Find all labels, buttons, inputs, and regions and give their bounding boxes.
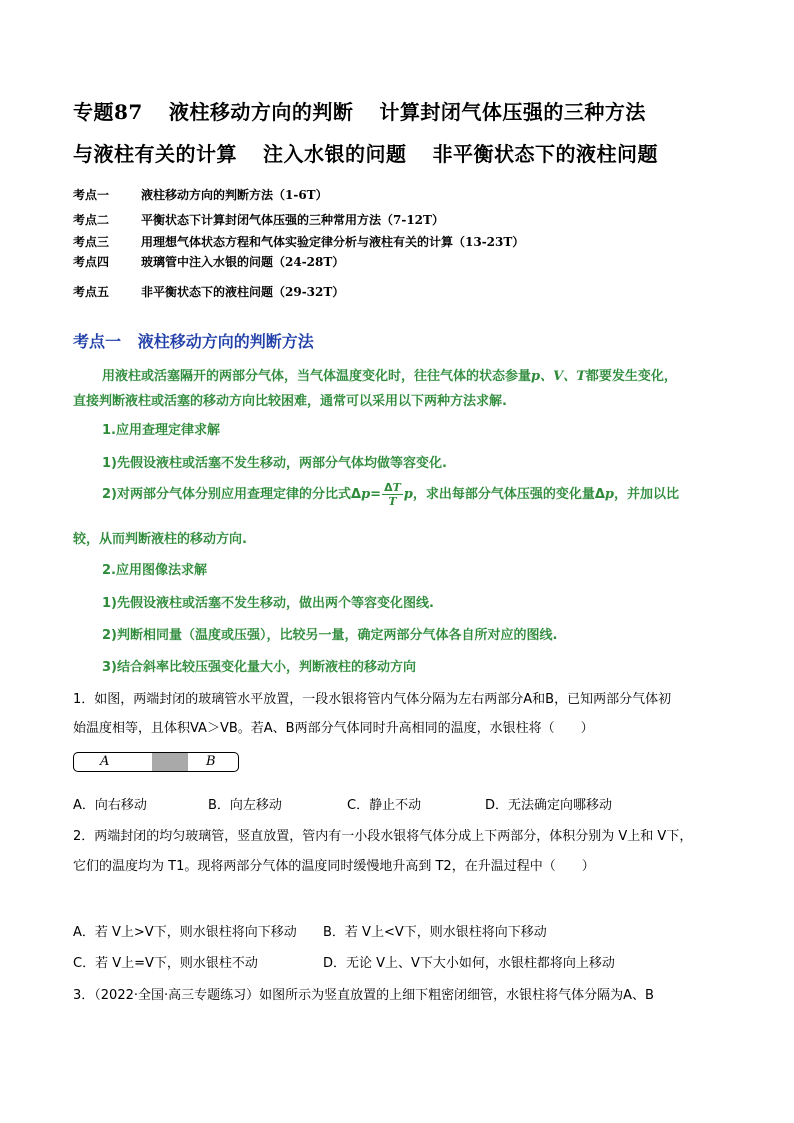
step-text: ，求出每部分气体压强的变化量Δ [412,487,605,502]
method2-step1: 1)先假设液柱或活塞不发生移动，做出两个等容变化图线. [102,596,434,611]
gas-a-label: A [100,754,110,769]
q2-option: C．若 V上=V下，则水银柱不动 [73,956,258,971]
intro-text: 都要发生变化， [585,369,677,384]
toc-item [73,283,344,300]
state-vars: p、V、T [531,369,586,384]
gas-b-label: B [206,754,216,769]
step-text: ，并加以比 [614,487,680,502]
intro-line-1 [102,365,677,384]
mercury-column [152,753,188,771]
method1-step1: 1)先假设液柱或活塞不发生移动，两部分气体均做等容变化. [102,456,447,471]
intro-line-2: 直接判断液柱或活塞的移动方向比较困难，通常可以采用以下两种方法求解. [73,394,507,409]
toc-item [73,233,524,250]
glass-tube-figure [73,752,239,772]
fraction: $\frac{\Delta T}{T}$ [384,481,401,508]
toc-text: 玻璃管中注入水银的问题（24-28T） [141,255,345,269]
toc-key: 考点五 [73,285,110,299]
method1-step2-cont: 较，从而判断液柱的移动方向. [73,532,247,547]
toc-text: 液柱移动方向的判断方法（1-6T） [141,188,328,202]
title-part: 与液柱有关的计算 [73,142,237,166]
section-key: 考点一 [73,332,122,351]
method1-heading: 1.应用查理定律求解 [102,423,220,438]
q1-option: C．静止不动 [347,798,422,813]
q2-option: A．若 V上>V下，则水银柱将向下移动 [73,925,297,940]
toc-text: 平衡状态下计算封闭气体压强的三种常用方法（7-12T） [141,213,444,227]
title-part: 注入水银的问题 [263,142,407,166]
title-part: 液柱移动方向的判断 [168,100,354,124]
toc-item [73,253,344,270]
q1-option: B．向左移动 [208,798,282,813]
q1-option: D．无法确定向哪移动 [485,798,613,813]
toc-text: 用理想气体状态方程和气体实验定律分析与液柱有关的计算（13-23T） [141,235,525,249]
q2-option: D．无论 V上、V下大小如何，水银柱都将向上移动 [323,956,615,971]
method2-step2: 2)判断相同量（温度或压强），比较另一量，确定两部分气体各自所对应的图线. [102,628,558,643]
title-part: 非平衡状态下的液柱问题 [432,142,658,166]
method2-step3: 3)结合斜率比较压强变化量大小，判断液柱的移动方向 [102,660,416,675]
q1-line-1: 1．如图，两端封闭的玻璃管水平放置，一段水银将管内气体分隔为左右两部分A和B，已知两部分气体初 [73,692,672,707]
toc-key: 考点三 [73,235,110,249]
title-part: 专题87 [73,100,143,124]
method1-step2: 2)对两部分气体分别应用查理定律的分比式Δp= $\frac{\Delta T}{T}$ p，求出每部分气体压强的变化量Δp，并加以比 [102,481,680,508]
toc-item [73,186,328,203]
step-text: 2)对两部分气体分别应用查理定律的分比式Δ [102,487,362,502]
section-heading [73,329,314,352]
q2-line-1: 2．两端封闭的均匀玻璃管，竖直放置，管内有一小段水银将气体分成上下两部分，体积分别为 V上和 V下， [73,829,693,844]
q2-option: B．若 V上<V下，则水银柱将向下移动 [323,925,547,940]
intro-text: 用液柱或活塞隔开的两部分气体，当气体温度变化时，往往气体的状态参量 [102,369,532,384]
q1-line-2: 始温度相等，且体积VA＞VB。若A、B两部分气体同时升高相同的温度，水银柱将（ ） [73,721,594,736]
section-title: 液柱移动方向的判断方法 [137,332,314,351]
toc-key: 考点四 [73,255,110,269]
title-line-2 [73,138,684,167]
toc-key: 考点一 [73,188,110,202]
toc-item [73,211,444,228]
method2-heading: 2.应用图像法求解 [102,563,207,578]
q1-option: A．向右移动 [73,798,147,813]
toc-text: 非平衡状态下的液柱问题（29-32T） [141,285,345,299]
toc-key: 考点二 [73,213,110,227]
q3-line-1: 3．（2022·全国·高三专题练习）如图所示为竖直放置的上细下粗密闭细管，水银柱将气体分隔为A、B [73,988,654,1003]
title-line-1 [73,96,672,125]
title-part: 计算封闭气体压强的三种方法 [379,100,646,124]
q2-line-2: 它们的温度均为 T1。现将两部分气体的温度同时缓慢地升高到 T2，在升温过程中（ ） [73,859,595,874]
